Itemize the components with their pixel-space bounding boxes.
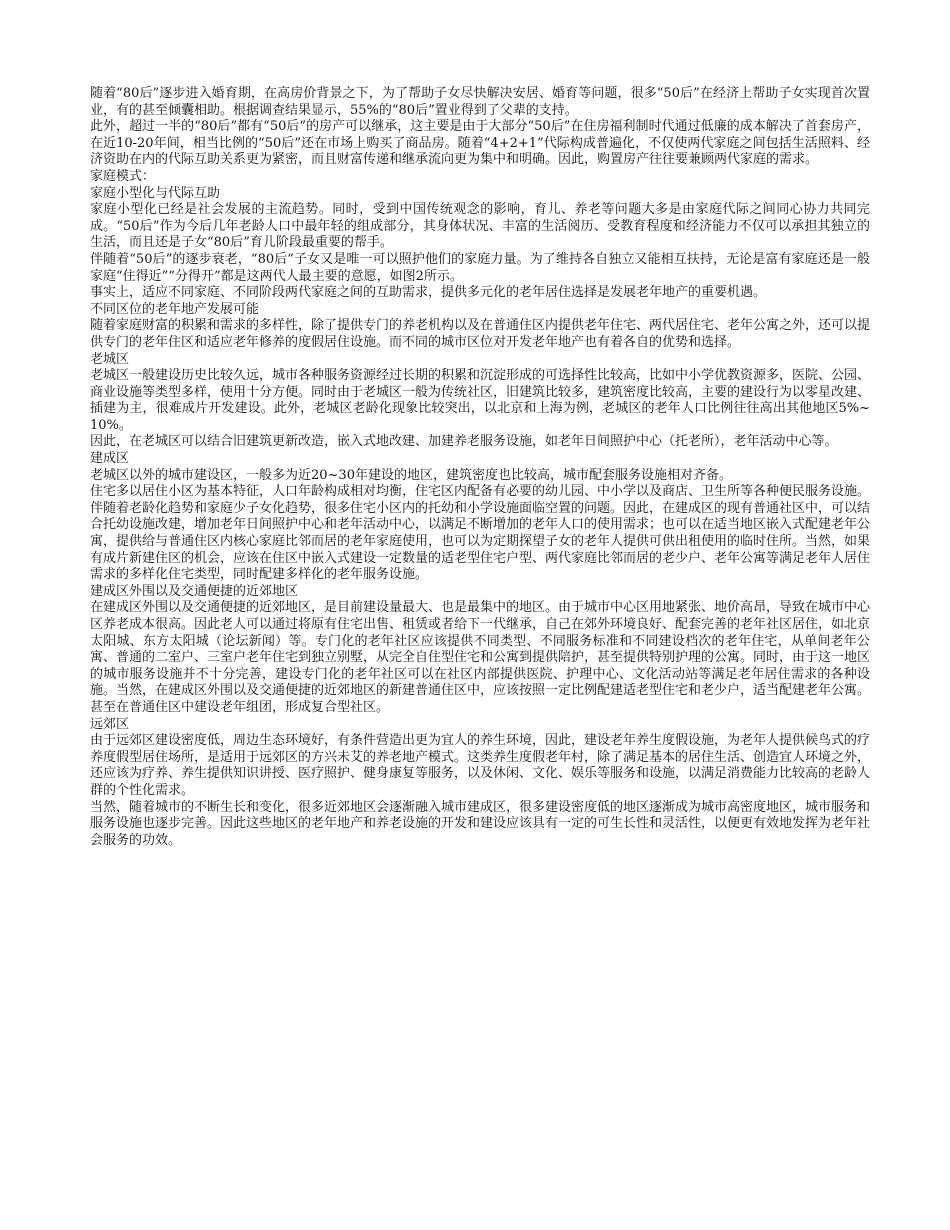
section-heading: 家庭模式： bbox=[90, 168, 156, 184]
section-heading: 建成区外围以及交通便捷的近郊地区 bbox=[90, 583, 299, 599]
section-heading: 老城区 bbox=[90, 351, 130, 367]
paragraph: 老城区一般建设历史比较久远，城市各种服务资源经过长期的积累和沉淀形成的可选择性比较高，比如中小学优教资源多，医院、公园、商业设施等类型多样，使用十分方便。同时由于老城区一般为传统社区，旧建筑比较多，建筑密度比较高，主要的建设行为以零星改建、插建为主，很难成片开发建设。此外，老城区老龄化现象比较突出，以北京和上海为例，老城区的老年人口比例往往高出其他地区5%~10%。 bbox=[90, 368, 871, 433]
paragraph: 此外，超过一半的“80后”都有“50后”的房产可以继承，这主要是由于大部分“50后”在住房福利制时代通过低廉的成本解决了首套房产，在近10-20年间，相当比例的“50后”还在市场上购买了商品房。随着“4+2+1”代际构成普遍化，不仅使两代家庭之间包括生活照料、经济资助在内的代际互助关系更为紧密，而且财富传递和继承流向更为集中和明确。因此，购置房产往往要兼顾两代家庭的需求。 bbox=[90, 119, 870, 168]
paragraph: 事实上，适应不同家庭、不同阶段两代家庭之间的互助需求，提供多元化的老年居住选择是发展老年地产的重要机遇。 bbox=[90, 285, 767, 301]
paragraph: 老城区以外的城市建设区，一般多为近20~30年建设的地区，建筑密度也比较高，城市配套服务设施相对齐备。 bbox=[90, 467, 732, 483]
section-heading: 不同区位的老年地产发展可能 bbox=[90, 301, 260, 317]
paragraph: 随着“80后”逐步进入婚育期，在高房价背景之下，为了帮助子女尽快解决安居、婚育等问题，很多“50后”在经济上帮助子女实现首次置业，有的甚至倾囊相助。根据调查结果显示，55%的“80后”置业得到了父辈的支持。 bbox=[90, 86, 870, 118]
section-heading: 远郊区 bbox=[90, 716, 130, 732]
paragraph: 当然，随着城市的不断生长和变化，很多近郊地区会逐渐融入城市建成区，很多建设密度低的地区逐渐成为城市高密度地区，城市服务和服务设施也逐步完善。因此这些地区的老年地产和养老设施的开发和建设应该具有一定的可生长性和灵活性，以便更有效地发挥为老年社会服务的功效。 bbox=[90, 799, 871, 848]
paragraph: 由于远郊区建设密度低，周边生态环境好，有条件营造出更为宜人的养生环境，因此，建设老年养生度假设施，为老年人提供候鸟式的疗养度假型居住场所，是适用于远郊区的方兴未艾的养老地产模式。这类养生度假老年村，除了满足基本的居住生活、创造宜人环境之外，还应该为疗养、养生提供知识讲授、医疗照护、健身康复等服务，以及休闲、文化、娱乐等服务和设施，以满足消费能力比较高的老龄人群的个性化需求。 bbox=[90, 733, 871, 798]
paragraph: 因此，在老城区可以结合旧建筑更新改造，嵌入式地改建、加建养老服务设施，如老年日间照护中心（托老所），老年活动中心等。 bbox=[90, 434, 838, 450]
paragraph: 在建成区外围以及交通便捷的近郊地区，是目前建设量最大、也是最集中的地区。由于城市中心区用地紧张、地价高昂，导致在城市中心区养老成本很高。因此老人可以通过将原有住宅出售、租赁或者给下一代继承，自己在郊外环境良好、配套完善的老年社区居住，如北京太阳城、东方太阳城（论坛新闻）等。专门化的老年社区应该提供不同类型、不同服务标准和不同建设档次的老年住宅，从单间老年公寓、普通的二室户、三室户老年住宅到独立别墅，从完全自住型住宅和公寓到提供陪护，甚至提供特别护理的公寓。同时，由于这一地区的城市服务设施并不十分完善，建设专门化的老年社区可以在社区内部提供医院、护理中心、文化活动站等满足老年居住需求的各种设施。当然，在建成区外围以及交通便捷的近郊地区的新建普通住区中，应该按照一定比例配建适老型住宅和老少户，适当配建老年公寓。甚至在普通住区中建设老年组团，形成复合型社区。 bbox=[90, 600, 871, 715]
paragraph: 随着家庭财富的积累和需求的多样性，除了提供专门的养老机构以及在普通住区内提供老年住宅、两代居住宅、老年公寓之外，还可以提供专门的老年住区和适应老年修养的度假居住设施。而不同的城市区位对开发老年地产也有着各自的优势和选择。 bbox=[90, 318, 871, 350]
section-heading: 建成区 bbox=[90, 451, 130, 467]
paragraph: 伴随着“50后”的逐步衰老，“80后”子女又是唯一可以照护他们的家庭力量。为了维持各自独立又能相互扶持，无论是富有家庭还是一般家庭“住得近”“分得开”都是这两代人最主要的意愿，如图2所示。 bbox=[90, 251, 870, 284]
section-heading: 家庭小型化与代际互助 bbox=[90, 185, 221, 201]
paragraph: 家庭小型化已经是社会发展的主流趋势。同时，受到中国传统观念的影响，育儿、养老等问题大多是由家庭代际之间同心协力共同完成。“50后”作为今后几年老龄人口中最年轻的组成部分，其身体状况、丰富的生活阅历、受教育程度和经济能力不仅可以承担其独立的生活，而且还是子女“80后”育儿阶段最重要的帮手。 bbox=[90, 202, 870, 251]
document-body bbox=[90, 86, 870, 849]
paragraph: 住宅多以居住小区为基本特征，人口年龄构成相对均衡，住宅区内配备有必要的幼儿园、中小学以及商店、卫生所等各种便民服务设施。伴随着老龄化趋势和家庭少子女化趋势，很多住宅小区内的托幼和小学设施面临空置的问题。因此，在建成区的现有普通社区中，可以结合托幼设施改建，增加老年日间照护中心和老年活动中心，以满足不断增加的老年人口的使用需求；也可以在适当地区嵌入式配建老年公寓，提供给与普通住区内核心家庭比邻而居的老年家庭使用，也可以为定期探望子女的老年人提供可供出租使用的临时住所。当然，如果有成片新建住区的机会，应该在住区中嵌入式建设一定数量的适老型住宅户型、两代家庭比邻而居的老少户、老年公寓等满足老年人居住需求的多样化住宅类型，同时配建多样化的老年服务设施。 bbox=[90, 484, 871, 583]
